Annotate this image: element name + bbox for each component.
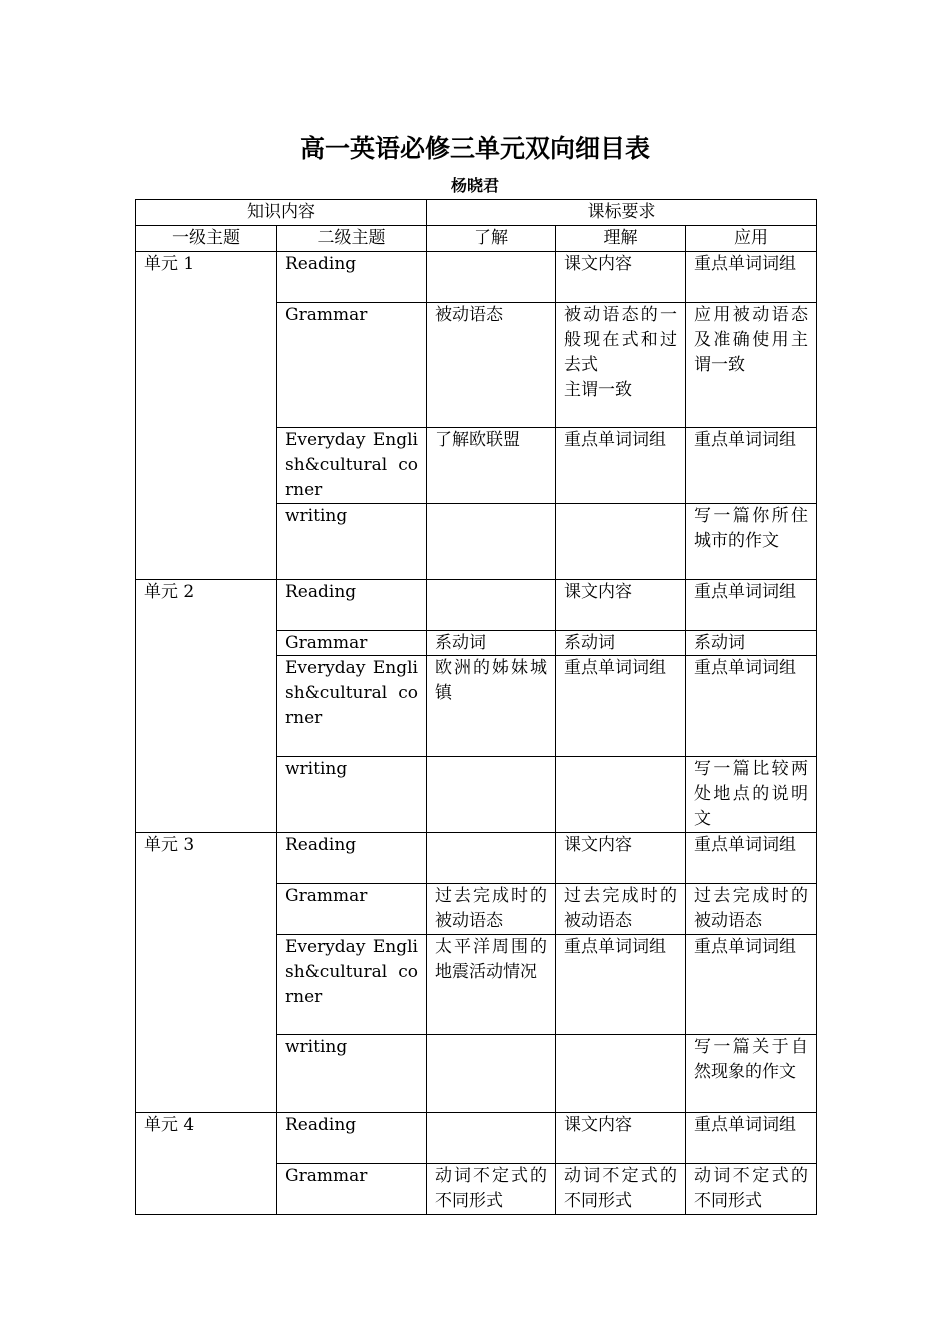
apply-cell-text: 重点单词词组 [694,1115,796,1135]
apply-cell-text: 重点单词词组 [694,582,796,602]
unit-name-cell: 单元 1 [136,252,277,580]
apply-cell-text: 重点单词词组 [694,658,796,678]
topic-cell [277,428,427,504]
know-cell [427,1113,556,1164]
unit-name-cell: 单元 3 [136,833,277,1113]
topic-cell-text: Everyday English&cultural corner [285,430,418,500]
know-cell [427,303,556,428]
understand-cell-text: 动词不定式的不同形式 [564,1166,677,1211]
header-level1: 一级主题 [136,226,277,252]
apply-cell-text: 重点单词词组 [694,937,796,957]
apply-cell [686,303,817,428]
apply-cell [686,833,817,884]
header-level2: 二级主题 [277,226,427,252]
apply-cell [686,1164,817,1215]
understand-cell-text: 过去完成时的被动语态 [564,886,677,931]
understand-cell [556,428,686,504]
know-cell [427,833,556,884]
understand-cell [556,504,686,580]
table-row [136,580,817,631]
apply-cell-text: 重点单词词组 [694,835,796,855]
table-row [136,1113,817,1164]
know-cell-text: 过去完成时的被动语态 [435,886,547,931]
apply-cell [686,1035,817,1113]
understand-cell-text: 重点单词词组 [564,430,666,450]
header-knowledge: 知识内容 [136,200,427,226]
topic-cell [277,1164,427,1215]
understand-cell-text: 系动词 [564,633,615,653]
apply-cell [686,580,817,631]
topic-cell-text: Reading [285,835,357,855]
apply-cell [686,935,817,1035]
topic-cell-text: writing [285,1037,348,1057]
header-standard: 课标要求 [427,200,817,226]
apply-cell [686,757,817,833]
topic-cell-text: Grammar [285,305,368,325]
topic-cell-text: Grammar [285,886,368,906]
spec-table-body [136,200,817,1215]
topic-cell [277,656,427,757]
unit-name-cell: 单元 2 [136,580,277,833]
know-cell [427,504,556,580]
understand-cell-text: 被动语态的一般现在式和过去式 主谓一致 [564,305,677,400]
know-cell [427,656,556,757]
understand-cell-text: 课文内容 [564,582,632,602]
topic-cell-text: Reading [285,254,357,274]
topic-cell [277,580,427,631]
header-row-top [136,200,817,226]
know-cell-text: 动词不定式的不同形式 [435,1166,547,1211]
header-comprehend: 理解 [556,226,686,252]
know-cell [427,757,556,833]
understand-cell [556,833,686,884]
apply-cell-text: 过去完成时的被动语态 [694,886,809,931]
understand-cell [556,303,686,428]
understand-cell [556,252,686,303]
know-cell-text: 了解欧联盟 [435,430,520,450]
apply-cell [686,252,817,303]
understand-cell [556,757,686,833]
table-row [136,833,817,884]
topic-cell [277,631,427,656]
understand-cell [556,656,686,757]
understand-cell [556,631,686,656]
understand-cell-text: 重点单词词组 [564,937,666,957]
unit-name-cell: 单元 4 [136,1113,277,1215]
topic-cell [277,1113,427,1164]
understand-cell [556,1164,686,1215]
apply-cell [686,504,817,580]
topic-cell [277,884,427,935]
apply-cell [686,656,817,757]
topic-cell-text: Reading [285,1115,357,1135]
apply-cell [686,884,817,935]
apply-cell [686,428,817,504]
understand-cell-text: 重点单词词组 [564,658,666,678]
topic-cell [277,1035,427,1113]
know-cell-text: 欧洲的姊妹城镇 [435,658,547,703]
know-cell [427,631,556,656]
know-cell [427,580,556,631]
understand-cell-text: 课文内容 [564,1115,632,1135]
know-cell [427,1164,556,1215]
understand-cell-text: 课文内容 [564,835,632,855]
apply-cell-text: 应用被动语态及准确使用主谓一致 [694,305,809,375]
apply-cell-text: 写一篇关于自然现象的作文 [694,1037,809,1082]
apply-cell [686,631,817,656]
topic-cell [277,252,427,303]
know-cell [427,884,556,935]
apply-cell-text: 动词不定式的不同形式 [694,1166,809,1211]
know-cell-text: 被动语态 [435,305,503,325]
understand-cell [556,580,686,631]
apply-cell-text: 重点单词词组 [694,254,796,274]
know-cell [427,935,556,1035]
apply-cell-text: 重点单词词组 [694,430,796,450]
page-title: 高一英语必修三单元双向细目表 [299,134,650,163]
apply-cell-text: 写一篇你所住城市的作文 [694,506,809,551]
header-row-sub [136,226,817,252]
understand-cell [556,1035,686,1113]
topic-cell [277,935,427,1035]
topic-cell [277,303,427,428]
understand-cell-text: 课文内容 [564,254,632,274]
topic-cell-text: Everyday English&cultural corner [285,937,418,1007]
table-row [136,252,817,303]
know-cell-text: 太平洋周围的地震活动情况 [435,937,547,982]
know-cell [427,252,556,303]
author-name: 杨晓君 [450,176,499,195]
apply-cell-text: 写一篇比较两处地点的说明文 [694,759,809,829]
topic-cell-text: Everyday English&cultural corner [285,658,418,728]
topic-cell [277,833,427,884]
topic-cell-text: writing [285,759,348,779]
topic-cell [277,504,427,580]
header-understand-basic: 了解 [427,226,556,252]
apply-cell-text: 系动词 [694,633,745,653]
understand-cell [556,884,686,935]
spec-table [135,199,817,1215]
header-apply: 应用 [686,226,817,252]
understand-cell [556,1113,686,1164]
topic-cell-text: Reading [285,582,357,602]
know-cell-text: 系动词 [435,633,486,653]
know-cell [427,1035,556,1113]
know-cell [427,428,556,504]
topic-cell [277,757,427,833]
topic-cell-text: Grammar [285,633,368,653]
topic-cell-text: Grammar [285,1166,368,1186]
understand-cell [556,935,686,1035]
apply-cell [686,1113,817,1164]
topic-cell-text: writing [285,506,348,526]
